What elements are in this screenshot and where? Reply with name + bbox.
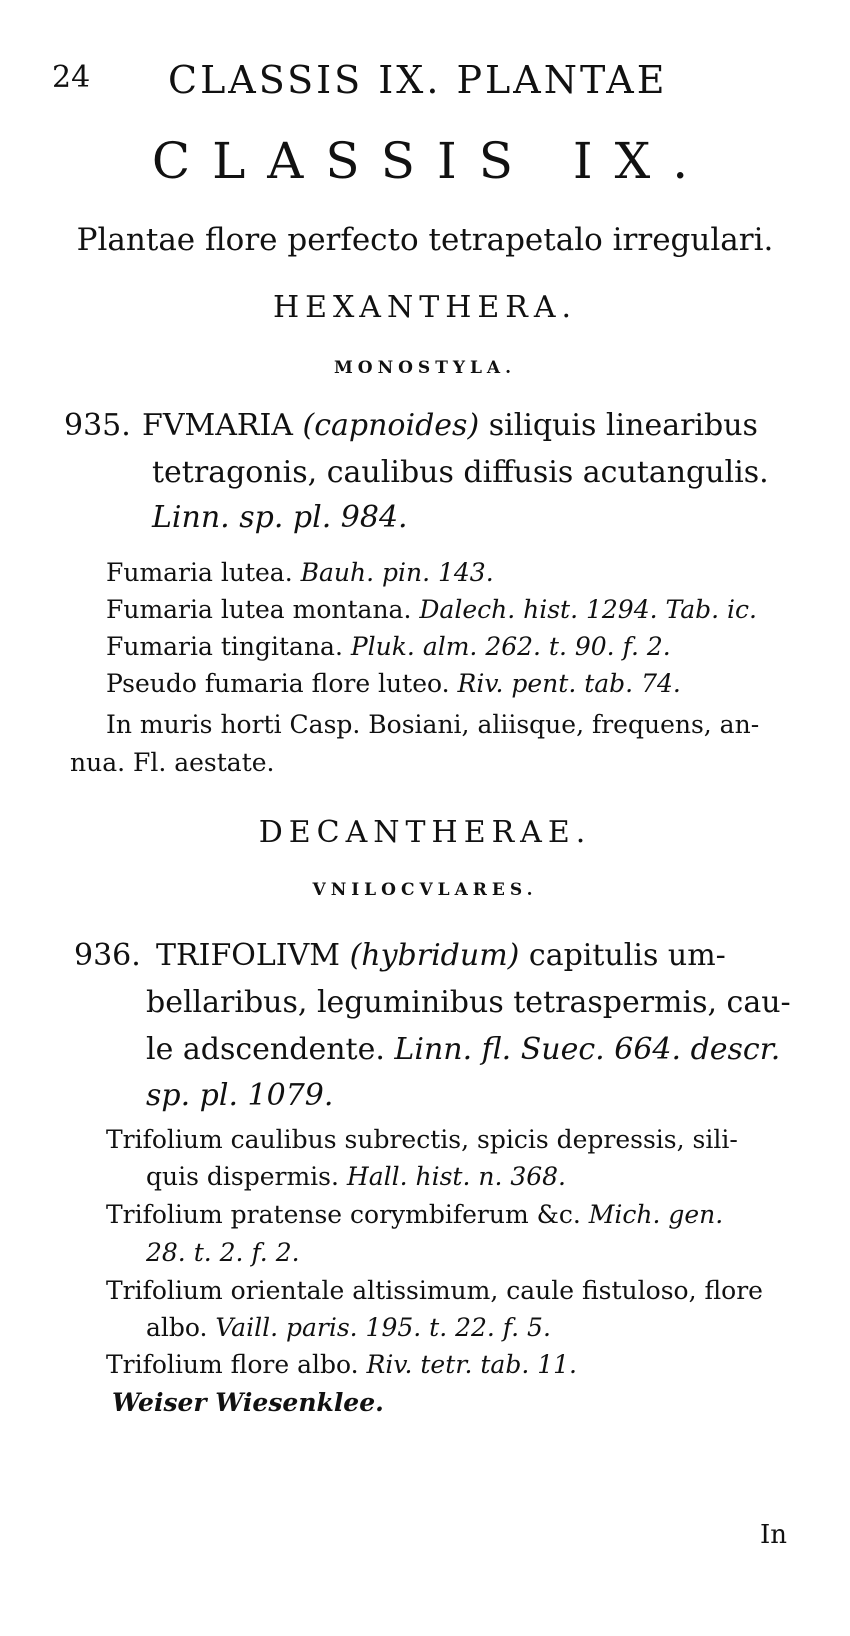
synonym-text: Trifolium pratense corymbiferum &c. [106,1200,581,1229]
catchword: In [760,1520,788,1550]
subheading-monostyla: MONOSTYLA. [333,358,517,378]
species-epithet: (hybridum) [349,938,520,973]
genus-name: TRIFOLIVM [156,938,341,973]
synonym-reference: 28. t. 2. f. 2. [146,1238,300,1267]
section-heading-hexanthera: HEXANTHERA. [272,290,578,325]
synonym-reference: Vaill. paris. 195. t. 22. f. 5. [215,1313,551,1342]
habitat-line: In muris horti Casp. Bosiani, aliisque, frequens, an- [106,710,760,739]
entry-number: 936. [74,938,141,973]
class-heading: CLASSIS IX. [151,132,711,190]
synonym-line: Trifolium caulibus subrectis, spicis depressis, sili- [106,1125,738,1154]
genus-name: FVMARIA [142,408,293,443]
synonym-text: Pseudo fumaria flore luteo. [106,669,450,698]
diagnosis-text: le adscendente. [146,1032,385,1067]
section-heading-decantherae: DECANTHERAE. [258,815,592,850]
entry-line [142,408,758,443]
synonym-reference: Pluk. alm. 262. t. 90. f. 2. [350,632,671,661]
entry-line [156,938,726,973]
entry-number: 935. [64,408,131,443]
entry-reference: sp. pl. 1079. [146,1078,334,1113]
synonym-line [106,558,494,587]
diagnosis-text: siliquis linearibus [488,408,758,443]
running-head-title: CLASSIS IX. PLANTAE [168,58,668,102]
synonym-reference: Mich. gen. [588,1200,724,1229]
synonym-reference: Dalech. hist. 1294. Tab. ic. [419,595,757,624]
synonym-line [146,1162,566,1191]
synonym-reference: Riv. pent. tab. 74. [457,669,681,698]
synonym-line [106,632,671,661]
synonym-text: albo. [146,1313,208,1342]
synonym-text: quis dispermis. [146,1162,339,1191]
entry-line [146,1032,780,1067]
synonym-line: Trifolium orientale altissimum, caule fistuloso, flore [106,1276,763,1305]
synonym-text: Fumaria tingitana. [106,632,343,661]
synonym-line [146,1313,551,1342]
synonym-reference: Bauh. pin. 143. [300,558,494,587]
entry-reference: Linn. fl. Suec. 664. descr. [394,1032,781,1067]
synonym-text: Fumaria lutea. [106,558,293,587]
synonym-line [106,595,757,624]
synonym-reference: Hall. hist. n. 368. [346,1162,567,1191]
habitat-line: nua. Fl. aestate. [70,748,275,777]
entry-line: tetragonis, caulibus diffusis acutangulis. [152,455,769,490]
page-number: 24 [52,60,91,95]
subheading-vniloculares: VNILOCVLARES. [312,880,538,900]
synonym-reference: Riv. tetr. tab. 11. [366,1350,577,1379]
synonym-line [106,1350,577,1379]
entry-line: bellaribus, leguminibus tetraspermis, cau- [146,985,791,1020]
synonym-text: Fumaria lutea montana. [106,595,412,624]
vernacular-name: Weiser Wiesenklee. [112,1388,384,1417]
species-epithet: (capnoides) [302,408,480,443]
entry-reference: Linn. sp. pl. 984. [152,500,408,535]
synonym-text: Trifolium flore albo. [106,1350,359,1379]
class-description: Plantae flore perfecto tetrapetalo irregulari. [76,222,774,258]
synonym-line [106,1200,723,1229]
synonym-line [106,669,681,698]
diagnosis-text: capitulis um- [528,938,726,973]
